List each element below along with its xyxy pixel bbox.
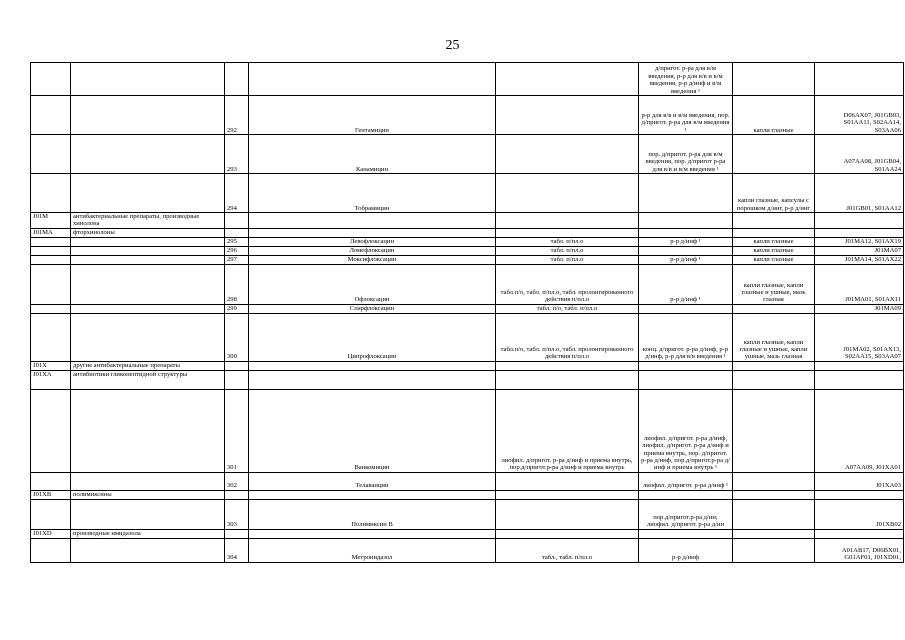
injection-form-cell [639,529,733,538]
drug-name-cell [249,63,496,96]
topical-form-cell [733,63,815,96]
row-number-cell: 302 [225,472,249,490]
dosage-form-cell: табл. п/пл.о [496,255,639,264]
topical-form-cell [733,529,815,538]
topical-form-cell: капли глазные [733,255,815,264]
atc-codes-cell: J01MA01, S01AX11 [815,264,904,304]
dosage-form-cell [496,213,639,229]
table-row [31,264,904,304]
atc-codes-cell: J01XA03 [815,472,904,490]
drug-name-cell: Метронидазол [249,538,496,562]
group-name-cell: антибиотики гликопептидной структуры [71,370,225,389]
group-name-cell [71,264,225,304]
dosage-form-cell: табл. п/пл.о [496,246,639,255]
topical-form-cell: капли глазные, капли глазные и ушные, мазь глазная [733,264,815,304]
injection-form-cell [639,490,733,499]
drug-name-cell: Гентамицин [249,96,496,135]
row-number-cell: 292 [225,96,249,135]
group-row [31,370,904,389]
atc-codes-cell [815,370,904,389]
dosage-form-cell [496,490,639,499]
drug-name-cell [249,370,496,389]
row-number-cell: 304 [225,538,249,562]
topical-form-cell [733,490,815,499]
row-number-cell: 299 [225,304,249,313]
table-row [31,174,904,213]
topical-form-cell: капли глазные, капсулы с порошком д/инг, р-р д/инг [733,174,815,213]
atc-code-cell: J01MA [31,228,71,237]
row-number-cell: 293 [225,135,249,174]
atc-code-cell [31,313,71,361]
topical-form-cell: капли глазные [733,246,815,255]
dosage-form-cell [496,174,639,213]
atc-codes-cell: J01MA07 [815,246,904,255]
table-row [31,304,904,313]
drug-name-cell [249,213,496,229]
atc-code-cell [31,255,71,264]
table-row [31,246,904,255]
atc-code-cell [31,264,71,304]
group-name-cell [71,313,225,361]
atc-code-cell [31,237,71,246]
topical-form-cell [733,213,815,229]
atc-codes-cell: A01AB17, D06BX01, G01AF01, J01XD01, [815,538,904,562]
atc-codes-cell: J01MA12, S01AX19 [815,237,904,246]
dosage-form-cell: табл. п/пл.о [496,237,639,246]
drug-name-cell [249,361,496,370]
drug-name-cell: Ципрофлоксацин [249,313,496,361]
dosage-form-cell [496,96,639,135]
injection-form-cell: р-р для в/в и в/м введения, пор. д/пригот. р-ра для в/м введения ¹ [639,96,733,135]
injection-form-cell: р-р д/инф [639,538,733,562]
group-name-cell [71,304,225,313]
topical-form-cell [733,499,815,529]
group-name-cell [71,538,225,562]
atc-codes-cell: J01MA14, S01AX22 [815,255,904,264]
group-name-cell [71,237,225,246]
dosage-form-cell: табл.п/о, табл. п/пл.о, табл. пролонгированного действия п/пл.о [496,264,639,304]
drug-name-cell: Моксифлоксацин [249,255,496,264]
row-number-cell: 303 [225,499,249,529]
injection-form-cell [639,246,733,255]
atc-codes-cell [815,63,904,96]
atc-code-cell [31,63,71,96]
topical-form-cell [733,472,815,490]
row-number-cell [225,213,249,229]
table-row [31,255,904,264]
topical-form-cell: капли глазные, капли глазные и ушные, капли ушные, мазь глазная [733,313,815,361]
dosage-form-cell [496,135,639,174]
row-number-cell [225,63,249,96]
topical-form-cell: капли глазные [733,96,815,135]
drug-name-cell: Ванкомицин [249,389,496,472]
group-name-cell [71,472,225,490]
drug-name-cell: Тобрамицин [249,174,496,213]
dosage-form-cell [496,228,639,237]
group-name-cell [71,499,225,529]
injection-form-cell [639,213,733,229]
table-row [31,63,904,96]
atc-codes-cell [815,490,904,499]
dosage-form-cell: табл., табл. п/пл.о [496,538,639,562]
row-number-cell: 294 [225,174,249,213]
injection-form-cell [639,370,733,389]
group-row [31,361,904,370]
atc-codes-cell [815,529,904,538]
dosage-form-cell: лиофил. д/пригот. р-ра д/инф и приема внутрь, пор.д/пригот.р-ра д/инф и приема внутрь [496,389,639,472]
atc-codes-cell: D06AX07, J01GB03, S01AA11, S02AA14, S03AA06 [815,96,904,135]
atc-codes-cell [815,361,904,370]
table-row [31,313,904,361]
injection-form-cell: конц. д/пригот. р-ра д/инф, р-р д/инф, р-р для в/в введения ¹ [639,313,733,361]
dosage-form-cell: табл. п/о, табл. п/пл.о [496,304,639,313]
group-name-cell [71,389,225,472]
topical-form-cell: капли глазные [733,237,815,246]
table-row [31,135,904,174]
topical-form-cell [733,361,815,370]
group-name-cell [71,174,225,213]
row-number-cell [225,361,249,370]
injection-form-cell [639,174,733,213]
dosage-form-cell [496,361,639,370]
group-name-cell: фторхинолоны [71,228,225,237]
group-name-cell: антибактериальные препараты, производные хинолона [71,213,225,229]
row-number-cell [225,370,249,389]
atc-code-cell: J01M [31,213,71,229]
dosage-form-cell: табл.п/о, табл. п/пл.о, табл. пролонгированного действия п/пл.о [496,313,639,361]
group-row [31,529,904,538]
injection-form-cell: лиофил. д/пригот. р-ра д/инф ¹ [639,472,733,490]
group-row [31,228,904,237]
atc-code-cell [31,499,71,529]
group-name-cell [71,96,225,135]
topical-form-cell [733,135,815,174]
group-name-cell [71,135,225,174]
injection-form-cell: пор.д/пригот.р-ра д/ин; лиофил. д/пригот. р-ра д/ин [639,499,733,529]
topical-form-cell [733,228,815,237]
group-name-cell [71,246,225,255]
row-number-cell [225,529,249,538]
row-number-cell [225,228,249,237]
atc-code-cell [31,472,71,490]
topical-form-cell [733,304,815,313]
group-name-cell: полимиксины [71,490,225,499]
drug-name-cell [249,490,496,499]
row-number-cell [225,490,249,499]
atc-code-cell: J01X [31,361,71,370]
row-number-cell: 295 [225,237,249,246]
injection-form-cell: пор. д/пригот. р-ра для в/м введения, пор. д/пригот р-ра для в/в и в/м введения ¹ [639,135,733,174]
table-row [31,499,904,529]
group-row [31,213,904,229]
group-name-cell: производные имидазола [71,529,225,538]
row-number-cell: 298 [225,264,249,304]
injection-form-cell: лиофил. д/пригот. р-ра д/инф, лиофил. д/пригот. р-ра д/инф и приема внутрь, пор. д/пригот. р-ра д/инф, пор.д/пригот.р-ра д/инф и приема внутрь ¹ [639,389,733,472]
topical-form-cell [733,538,815,562]
atc-codes-cell: J01XB02 [815,499,904,529]
dosage-form-cell [496,370,639,389]
atc-code-cell: J01XD [31,529,71,538]
atc-codes-cell: J01MA02, S01AX13, S02AA15, S03AA07 [815,313,904,361]
atc-codes-cell: A07AA09, J01XA01 [815,389,904,472]
atc-codes-cell: J01MA09 [815,304,904,313]
dosage-form-cell [496,529,639,538]
table-row [31,237,904,246]
table-row [31,389,904,472]
atc-code-cell [31,96,71,135]
dosage-form-cell [496,472,639,490]
atc-code-cell [31,304,71,313]
drug-name-cell: Левофлоксацин [249,237,496,246]
injection-form-cell [639,361,733,370]
drug-table [30,62,904,563]
atc-code-cell: J01XA [31,370,71,389]
row-number-cell: 297 [225,255,249,264]
dosage-form-cell [496,499,639,529]
injection-form-cell: р-р д/инф ¹ [639,255,733,264]
table-row [31,96,904,135]
atc-code-cell [31,389,71,472]
row-number-cell: 296 [225,246,249,255]
atc-code-cell: J01XB [31,490,71,499]
topical-form-cell [733,389,815,472]
group-name-cell [71,63,225,96]
atc-codes-cell [815,213,904,229]
dosage-form-cell [496,63,639,96]
drug-name-cell: Спарфлоксацин [249,304,496,313]
drug-name-cell: Телаванцин [249,472,496,490]
table-row [31,472,904,490]
injection-form-cell: р-р д/инф ¹ [639,264,733,304]
group-row [31,490,904,499]
drug-name-cell [249,529,496,538]
atc-code-cell [31,538,71,562]
atc-codes-cell: A07AA08, J01GB04, S01AA24 [815,135,904,174]
drug-name-cell: Ломефлоксацин [249,246,496,255]
drug-name-cell [249,228,496,237]
drug-name-cell: Офлоксацин [249,264,496,304]
atc-codes-cell [815,228,904,237]
drug-name-cell: Полимиксин В [249,499,496,529]
atc-codes-cell: J01GB01, S01AA12 [815,174,904,213]
row-number-cell: 300 [225,313,249,361]
injection-form-cell [639,304,733,313]
table-body [31,63,904,563]
page-number: 25 [445,38,460,53]
group-name-cell [71,255,225,264]
injection-form-cell [639,228,733,237]
injection-form-cell: д/пригот. р-ра для в/м введения, р-р для в/в и в/м введения, р-р д/инф и в/м введения ¹ [639,63,733,96]
row-number-cell: 301 [225,389,249,472]
drug-name-cell: Канамицин [249,135,496,174]
injection-form-cell: р-р д/инф ¹ [639,237,733,246]
topical-form-cell [733,370,815,389]
atc-code-cell [31,135,71,174]
group-name-cell: другие антибактериальные препараты [71,361,225,370]
atc-code-cell [31,174,71,213]
atc-code-cell [31,246,71,255]
table-row [31,538,904,562]
